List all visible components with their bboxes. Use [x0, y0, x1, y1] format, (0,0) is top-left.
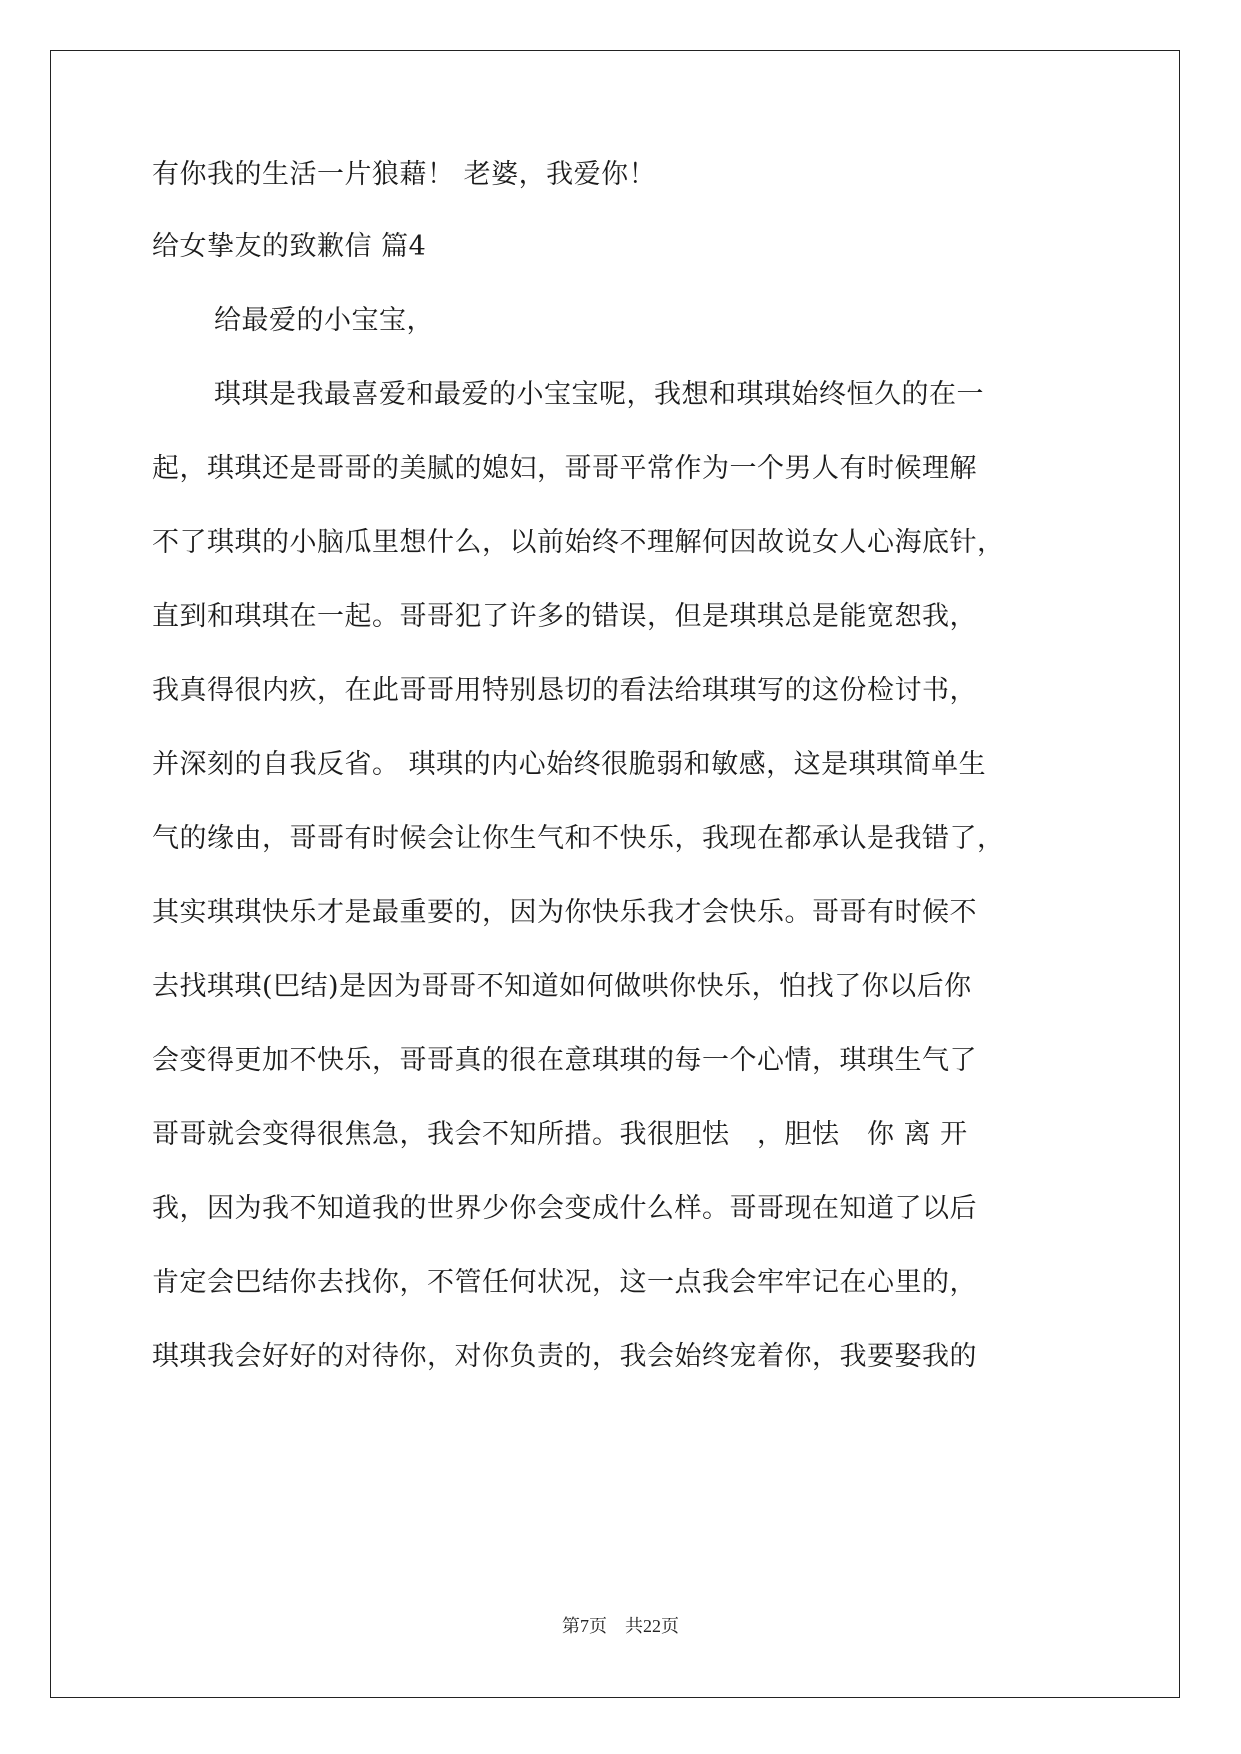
text-line: 肯定会巴结你去找你，不管任何状况，这一点我会牢牢记在心里的，	[152, 1267, 977, 1298]
section-heading: 给女挚友的致歉信 篇4	[152, 231, 427, 262]
text-line: 去找琪琪(巴结)是因为哥哥不知道如何做哄你快乐，怕找了你以后你	[152, 971, 972, 1002]
page-number: 第7页 共22页	[562, 1616, 679, 1636]
text-line: 我真得很内疚，在此哥哥用特别恳切的看法给琪琪写的这份检讨书，	[152, 675, 977, 706]
page-border	[50, 50, 1180, 1698]
text-line: 琪琪我会好好的对待你，对你负责的，我会始终宠着你，我要娶我的	[152, 1341, 977, 1372]
text-line: 其实琪琪快乐才是最重要的，因为你快乐我才会快乐。哥哥有时候不	[152, 897, 977, 928]
text-line: 哥哥就会变得很焦急，我会不知所措。我很胆怯 ，胆怯 你 离 开	[152, 1119, 968, 1150]
text-line: 起，琪琪还是哥哥的美腻的媳妇，哥哥平常作为一个男人有时候理解	[152, 453, 977, 484]
text-line: 会变得更加不快乐，哥哥真的很在意琪琪的每一个心情，琪琪生气了	[152, 1045, 977, 1076]
text-line: 琪琪是我最喜爱和最爱的小宝宝呢，我想和琪琪始终恒久的在一	[214, 379, 984, 410]
text-line: 直到和琪琪在一起。哥哥犯了许多的错误，但是琪琪总是能宽恕我，	[152, 601, 977, 632]
salutation: 给最爱的小宝宝，	[214, 305, 434, 336]
text-line: 我，因为我不知道我的世界少你会变成什么样。哥哥现在知道了以后	[152, 1193, 977, 1224]
text-line: 有你我的生活一片狼藉！ 老婆，我爱你！	[152, 159, 657, 190]
text-line: 气的缘由，哥哥有时候会让你生气和不快乐，我现在都承认是我错了，	[152, 823, 1005, 854]
text-line: 不了琪琪的小脑瓜里想什么，以前始终不理解何因故说女人心海底针，	[152, 527, 1005, 558]
text-line: 并深刻的自我反省。 琪琪的内心始终很脆弱和敏感，这是琪琪简单生	[152, 749, 987, 780]
